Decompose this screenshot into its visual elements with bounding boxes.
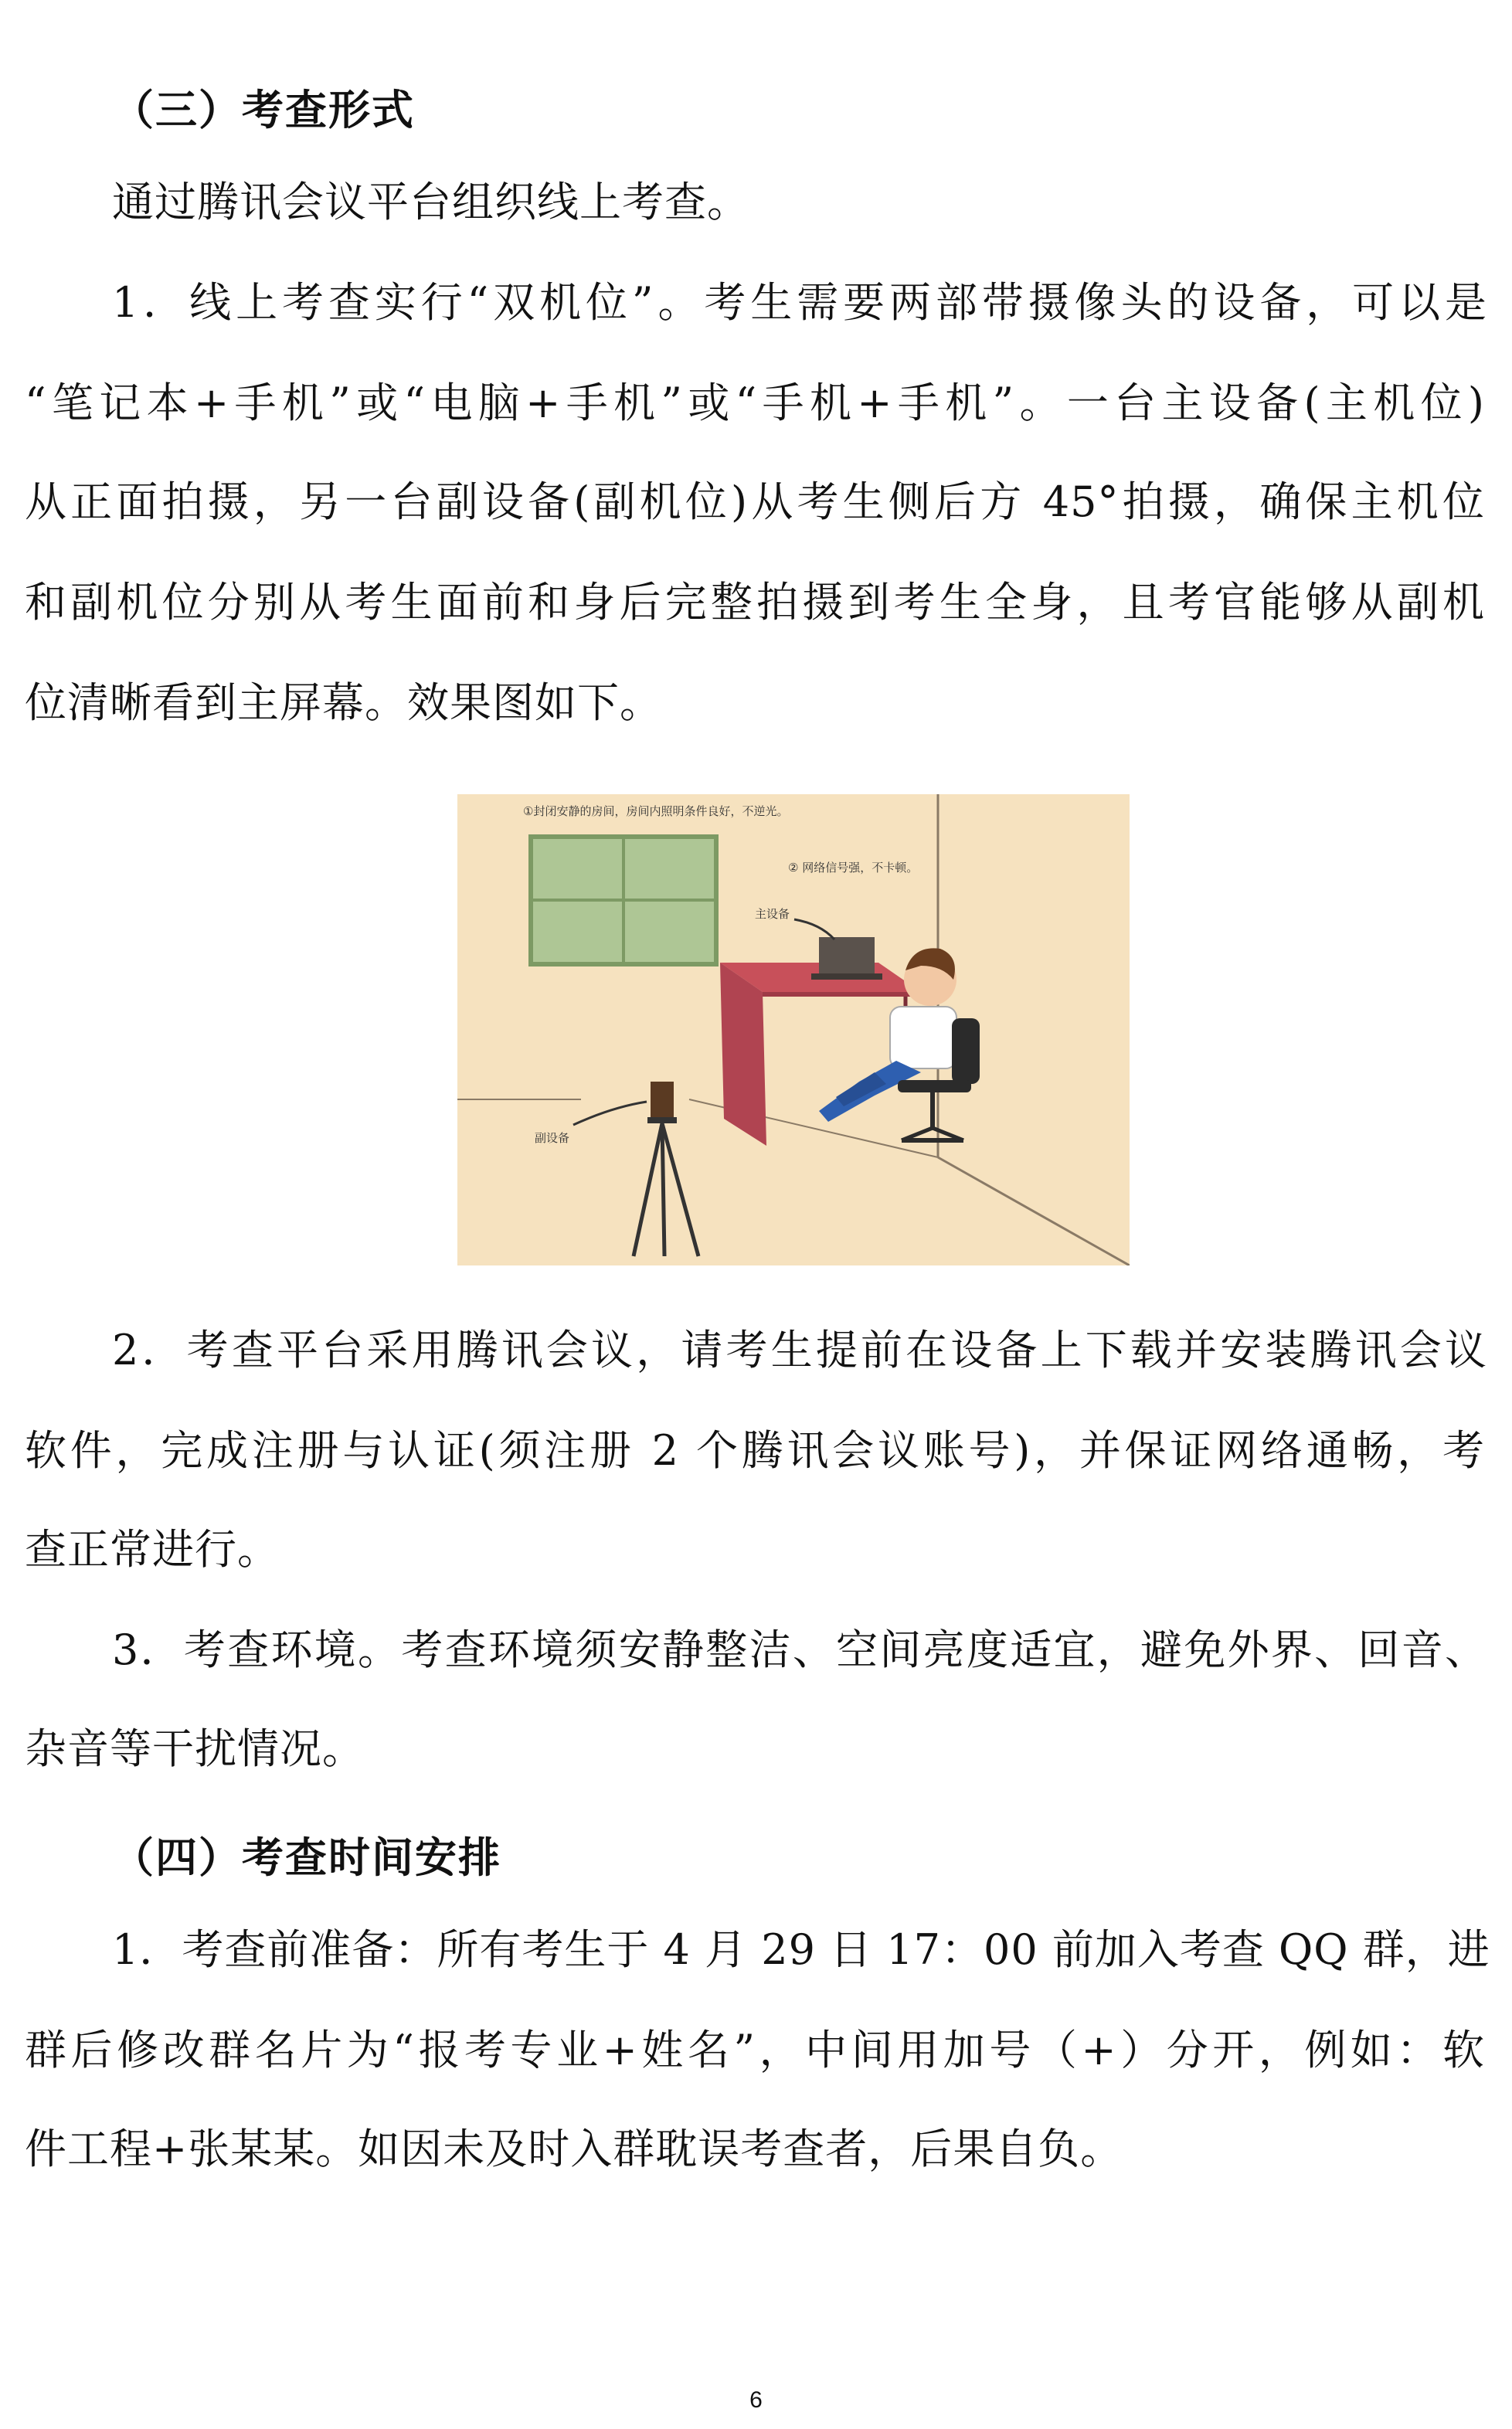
- paragraph-line: 杂音等干扰情况。: [25, 1724, 365, 1773]
- paragraph-line: 件工程+张某某。如因未及时入群耽误考查者，后果自负。: [25, 2125, 1123, 2173]
- paragraph-line: 1．考查前准备：所有考生于 4 月 29 日 17：00 前加入考查 QQ 群，进: [112, 1925, 1490, 1974]
- main-device-icon: [819, 937, 875, 974]
- paragraph-line: 位清晰看到主屏幕。效果图如下。: [25, 678, 662, 727]
- setup-illustration: [457, 794, 1130, 1265]
- section-heading-3: （三）考查形式: [112, 86, 415, 134]
- paragraph-line: 软件，完成注册与认证(须注册 2 个腾讯会议账号)，并保证网络通畅，考: [25, 1426, 1485, 1475]
- label-room: ①封闭安静的房间，房间内照明条件良好，不逆光。: [523, 804, 789, 818]
- main-device-base: [811, 973, 882, 980]
- section-heading-4: （四）考查时间安排: [112, 1833, 501, 1882]
- label-secondary-device: 副设备: [535, 1131, 570, 1145]
- desk-side: [720, 963, 766, 1146]
- paragraph-line: “笔记本+手机”或“电脑+手机”或“手机+手机”。一台主设备(主机位): [25, 379, 1485, 427]
- paragraph-line: 从正面拍摄，另一台副设备(副机位)从考生侧后方 45°拍摄，确保主机位: [25, 477, 1485, 526]
- paragraph-line: 3．考查环境。考查环境须安静整洁、空间亮度适宜，避免外界、回音、: [112, 1626, 1487, 1674]
- desk-edge: [763, 992, 921, 997]
- label-main-device: 主设备: [755, 907, 790, 921]
- paragraph-line: 1．线上考查实行“双机位”。考生需要两部带摄像头的设备，可以是: [112, 278, 1487, 327]
- chair-back: [952, 1018, 980, 1084]
- tripod-leg: [662, 1123, 664, 1256]
- chair-seat: [898, 1080, 971, 1092]
- paragraph-line: 群后修改群名片为“报考专业+姓名”，中间用加号（+）分开，例如：软: [25, 2026, 1485, 2074]
- page-number: 6: [749, 2387, 763, 2413]
- label-network: ② 网络信号强，不卡顿。: [788, 861, 919, 875]
- paragraph-line: 和副机位分别从考生面前和身后完整拍摄到考生全身，且考官能够从副机: [25, 578, 1485, 627]
- paragraph-line: 2．考查平台采用腾讯会议，请考生提前在设备上下载并安装腾讯会议: [112, 1326, 1487, 1374]
- tripod-head: [647, 1117, 677, 1123]
- paragraph-line: 查正常进行。: [25, 1525, 280, 1574]
- person-shirt: [890, 1007, 956, 1068]
- paragraph-intro: 通过腾讯会议平台组织线上考查。: [112, 178, 749, 226]
- secondary-device-icon: [651, 1082, 674, 1122]
